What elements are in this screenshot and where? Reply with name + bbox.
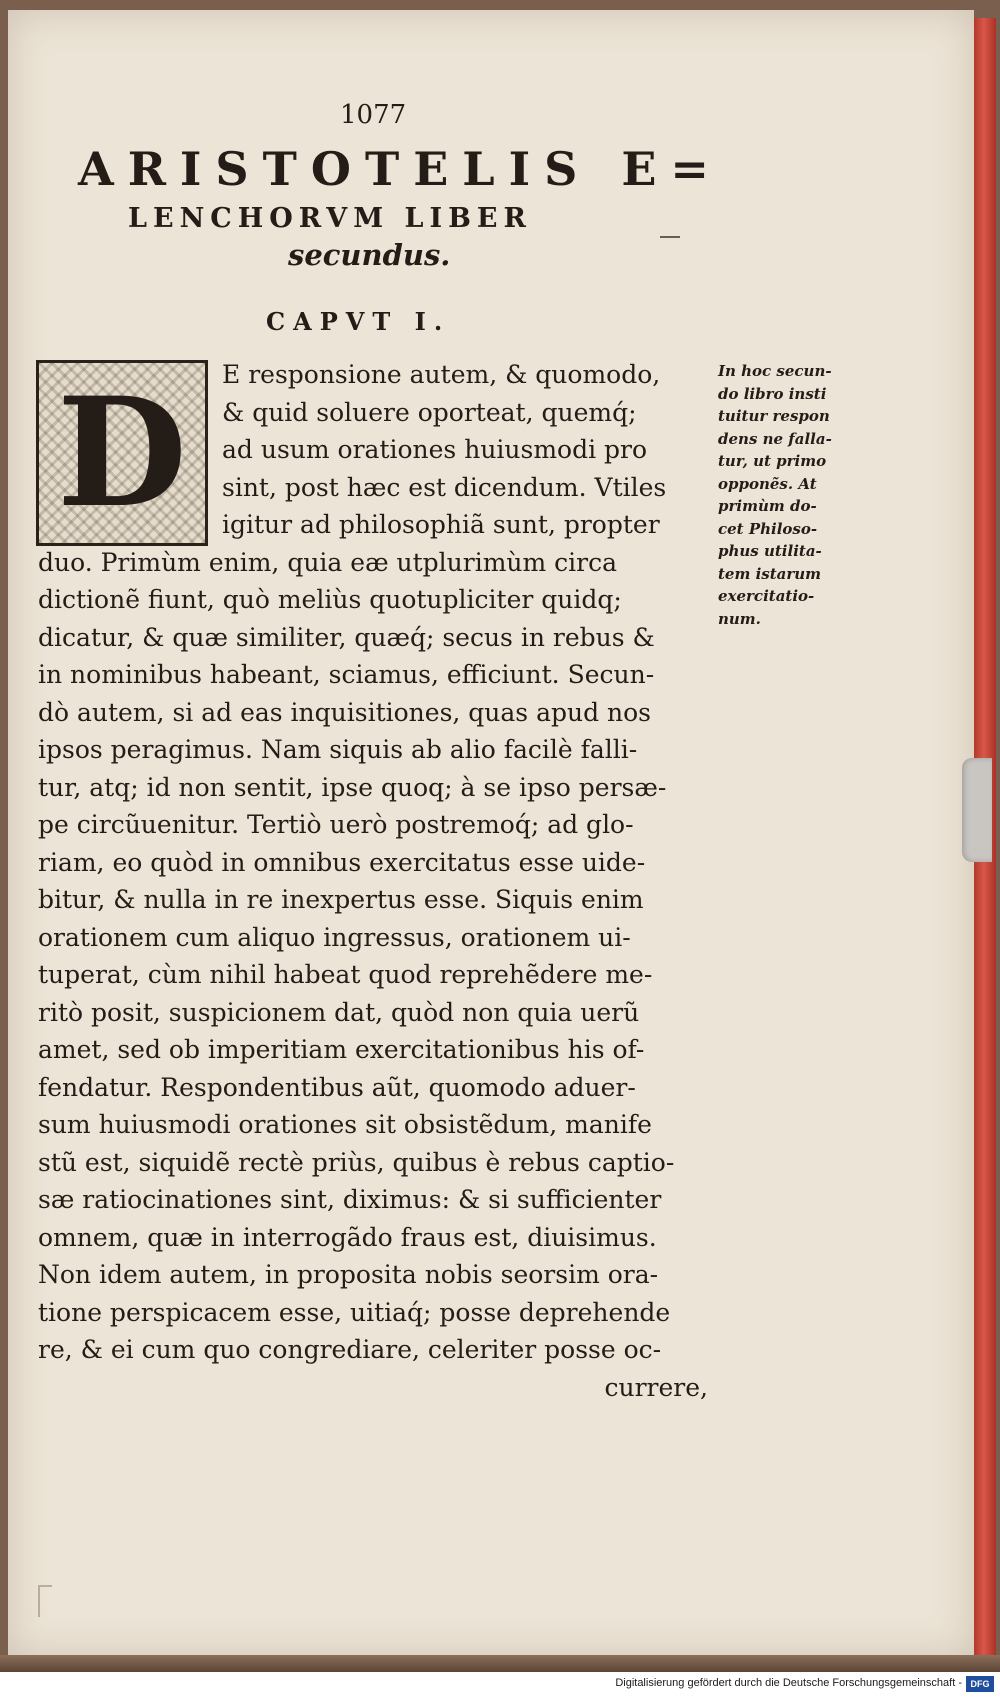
margin-note-line: phus utilita- [718,542,822,560]
margin-note [718,360,868,630]
title-line-1: ARISTOTELIS E= [78,142,723,196]
catchword: currere, [604,1372,708,1402]
text-line: dicatur, & quæ similiter, quæq́; secus in rebus & [38,622,655,652]
text-line: ipsos peragimus. Nam siquis ab alio facilè falli- [38,735,638,764]
footer-bar [0,1672,1000,1698]
margin-note-line: tuitur respon [718,407,830,425]
text-line: omnem, quæ in interrogãdo fraus est, diuisimus. [38,1222,657,1252]
margin-note-line: cet Philoso- [718,519,818,538]
margin-note-line: In hoc secun- [718,362,832,380]
margin-note-line: num. [718,609,761,628]
text-line: tione perspicacem esse, uitiaq́; posse deprehende [38,1297,671,1327]
text-line: ad usum orationes huiusmodi pro [222,435,648,464]
initial-letter: D [56,365,188,541]
text-line: pe circũuenitur. Tertiò uerò postremoq́; ad glo- [38,810,634,839]
pencil-mark [660,236,680,238]
margin-note-line: primùm do- [718,497,817,515]
text-line: riam, eo quòd in omnibus exercitatus esse uide- [38,847,646,877]
margin-note-line: tem istarum [718,564,822,583]
text-line: re, & ei cum quo congrediare, celeriter posse oc- [38,1335,662,1364]
text-line: tuperat, cùm nihil habeat quod reprehẽdere me- [38,960,653,989]
text-line: ritò posit, suspicionem dat, quòd non quia uerũ [38,997,640,1027]
text-line: sæ ratiocinationes sint, diximus: & si sufficienter [38,1185,662,1214]
text-line: dictionẽ fiunt, quò meliùs quotupliciter quidq; [38,585,622,614]
text-line: sum huiusmodi orationes sit obsistẽdum, manife [38,1110,652,1139]
text-line: fendatur. Respondentibus aũt, quomodo aduer- [38,1072,636,1102]
page-tab-fold [962,758,992,862]
margin-note-line: dens ne falla- [718,429,832,448]
margin-note-line: tur, ut primo [718,452,827,470]
text-line: stũ est, siquidẽ rectè priùs, quibus è rebus captio- [38,1147,675,1177]
text-line: sint, post hæc est dicendum. Vtiles [222,472,667,502]
dfg-logo: DFG [966,1676,994,1692]
page-smudge [38,1585,52,1617]
margin-note-line: opponẽs. At [718,474,817,493]
text-line: tur, atq; id non sentit, ipse quoq; à se ipso persæ- [38,772,667,802]
margin-note-line: do libro insti [718,384,827,403]
text-line: orationem cum aliquo ingressus, orationem ui- [38,922,631,952]
title-line-3: secundus. [288,238,451,272]
chapter-heading: CAPVT I. [266,307,451,336]
title-line-2: LENCHORVM LIBER [128,203,532,234]
text-line: amet, sed ob imperitiam exercitationibus his of- [38,1035,645,1064]
bottom-edge [0,1655,1000,1672]
text-line: duo. Primùm enim, quia eæ utplurimùm circa [38,547,618,577]
margin-note-line: exercitatio- [718,587,815,605]
text-line: bitur, & nulla in re inexpertus esse. Siquis enim [38,885,644,914]
text-line: & quid soluere oporteat, quemq́; [222,397,637,427]
body-text [38,356,708,1406]
text-line: in nominibus habeant, sciamus, efficiunt. Secun- [38,660,655,689]
text-line: Non idem autem, in proposita nobis seorsim ora- [38,1260,659,1289]
text-line: E responsione autem, & quomodo, [222,360,661,389]
funding-credit: Digitalisierung gefördert durch die Deutsche Forschungsgemeinschaft - [615,1677,962,1689]
text-line: dò autem, si ad eas inquisitiones, quas apud nos [38,697,652,727]
text-line: igitur ad philosophiã sunt, propter [222,510,660,539]
page-number: 1077 [340,100,407,130]
